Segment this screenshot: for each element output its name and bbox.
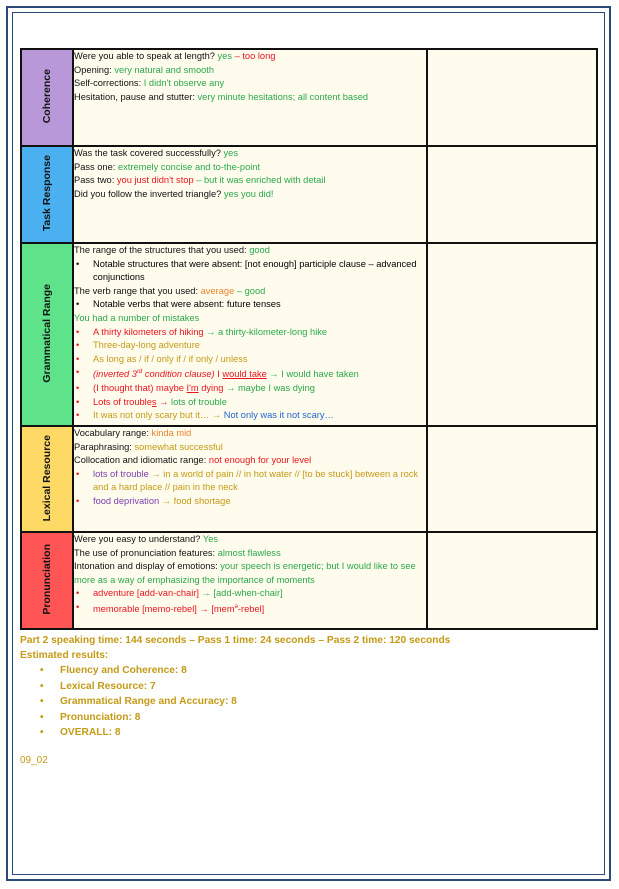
results-list — [20, 663, 598, 741]
pron-q3: Intonation and display of emotions: — [74, 561, 218, 572]
mistake-text: A thirty kilometers of hiking — [93, 326, 204, 337]
lexical-item-text: lots of trouble — [93, 468, 149, 479]
mistake-text: Lots of trouble — [93, 396, 152, 407]
mistake-item — [93, 409, 426, 423]
result-item: • Lexical Resource: 7 — [60, 679, 598, 695]
grammar-structures-absent: • Notable structures that were absent: [not enough] participle clause – advanced conjunctions — [93, 258, 426, 285]
row-grammatical-range — [21, 243, 597, 426]
grammar-q1: The range of the structures that you used: — [74, 245, 247, 255]
mistake-text: As long as / if / only if / if only / unless — [93, 353, 248, 364]
rubric-table — [20, 48, 598, 630]
lexical-description — [73, 426, 427, 532]
mistake-correction: → a thirty-kilometer-long hike — [206, 326, 328, 337]
mistake-item — [93, 366, 426, 382]
mistake-item — [93, 353, 426, 367]
lexical-item-alternatives: → food shortage — [159, 495, 231, 506]
lexical-notes-cell — [427, 426, 597, 532]
grammar-structures-list — [74, 258, 426, 285]
grammar-label-cell — [21, 243, 73, 426]
grammar-verbs-absent: • Notable verbs that were absent: future tenses — [93, 298, 426, 312]
mistake-note-sup: rd — [136, 369, 143, 376]
lexical-a3: not enough for your level — [208, 455, 312, 466]
grammar-description — [73, 243, 427, 426]
pron-item-correction-end: -rebel] — [237, 604, 265, 615]
lexical-label-cell — [21, 426, 73, 532]
mistake-note-text: (inverted 3 — [93, 369, 137, 380]
pron-item — [93, 601, 426, 617]
mistake-arrow: → — [156, 396, 172, 407]
lexical-q3: Collocation and idiomatic range: — [74, 455, 207, 466]
coherence-a3: I didn't observe any — [143, 78, 225, 89]
pron-label: Pronunciation — [41, 544, 53, 615]
pron-item-sup: ə — [234, 603, 238, 610]
mistake-item — [93, 339, 426, 353]
mistake-text: It was not only scary but it… → — [93, 410, 224, 421]
pron-item-correction: → [mem — [199, 604, 235, 615]
mistake-note-text-2: condition clause) — [142, 369, 215, 380]
task-a2: extremely concise and to-the-point — [117, 161, 261, 172]
lexical-item-text: food deprivation — [93, 495, 160, 506]
task-label: Task Response — [41, 155, 53, 232]
row-task-response — [21, 146, 597, 243]
row-coherence — [21, 49, 597, 146]
estimated-results-heading: Estimated results: — [20, 650, 109, 661]
pron-a2: almost flawless — [217, 547, 281, 558]
task-label-cell — [21, 146, 73, 243]
mistake-item — [93, 396, 426, 410]
lexical-q1: Vocabulary range: — [74, 428, 149, 438]
coherence-label-cell — [21, 49, 73, 146]
coherence-a1: yes — [217, 51, 232, 61]
pron-notes-cell — [427, 532, 597, 629]
task-notes-cell — [427, 146, 597, 243]
mistake-note — [93, 369, 215, 379]
mistake-underlined: would take — [222, 369, 267, 380]
lexical-label: Lexical Resource — [41, 434, 53, 522]
coherence-q2: Opening: — [74, 64, 112, 75]
grammar-mistakes-list — [74, 326, 426, 423]
task-a4: yes you did! — [223, 188, 274, 199]
coherence-a4: very minute hesitations; all content based — [197, 91, 369, 102]
document-code: 09_02 — [20, 754, 48, 766]
task-description — [73, 146, 427, 243]
task-q1: Was the task covered successfully? — [74, 148, 221, 158]
mistake-correction: Not only was it not scary… — [223, 410, 334, 421]
coherence-q3: Self-corrections: — [74, 78, 142, 89]
row-pronunciation — [21, 532, 597, 629]
mistake-text: I — [214, 369, 223, 380]
pron-q2: The use of pronunciation features: — [74, 547, 216, 558]
task-q3: Pass two: — [74, 175, 115, 186]
grammar-verbs-list — [74, 298, 426, 312]
coherence-a2: very natural and smooth — [114, 64, 215, 75]
mistake-correction: → maybe I was dying — [226, 383, 315, 394]
grammar-mistakes-heading: You had a number of mistakes — [74, 312, 200, 323]
lexical-q2: Paraphrasing: — [74, 441, 132, 452]
speaking-times: Part 2 speaking time: 144 seconds – Pass 1 time: 24 seconds – Pass 2 time: 120 seconds — [20, 635, 451, 646]
mistake-item — [93, 382, 426, 396]
pron-item-correction: → [add-when-chair] — [201, 588, 283, 599]
coherence-q1: Were you able to speak at length? — [74, 51, 215, 61]
pron-item-text: memorable [memo-rebel] — [93, 604, 200, 615]
grammar-q2: The verb range that you used: — [74, 285, 199, 296]
row-lexical-resource — [21, 426, 597, 532]
result-item: • Pronunciation: 8 — [60, 710, 598, 726]
mistake-item — [93, 326, 426, 340]
lexical-a1: kinda mid — [151, 428, 192, 438]
result-item: • Grammatical Range and Accuracy: 8 — [60, 694, 598, 710]
assessment-page — [20, 48, 598, 766]
lexical-a2: somewhat successful — [134, 441, 223, 452]
pron-item-text: adventure [add-van-chair] — [93, 588, 202, 599]
task-q4: Did you follow the inverted triangle? — [74, 188, 222, 199]
coherence-a1b: – too long — [234, 51, 276, 61]
pron-q1: Were you easy to understand? — [74, 534, 201, 544]
pron-list — [74, 587, 426, 616]
pron-label-cell — [21, 532, 73, 629]
task-a1: yes — [223, 148, 238, 158]
result-item: • OVERALL: 8 — [60, 725, 598, 741]
grammar-a2: average — [200, 285, 235, 296]
grammar-label: Grammatical Range — [41, 284, 53, 383]
task-q2: Pass one: — [74, 161, 116, 172]
mistake-text: Three-day-long adventure — [93, 340, 200, 351]
lexical-list — [74, 468, 426, 509]
coherence-label: Coherence — [41, 69, 53, 124]
task-a3: you just didn't stop — [116, 175, 194, 186]
grammar-a1: good — [249, 245, 270, 255]
pron-a1: Yes — [202, 534, 219, 544]
pron-description — [73, 532, 427, 629]
mistake-text-2: dying — [198, 383, 227, 394]
mistake-text: (I thought that) maybe — [93, 383, 187, 394]
mistake-underlined: I'm — [186, 383, 199, 394]
result-item: • Fluency and Coherence: 8 — [60, 663, 598, 679]
mistake-correction: lots of trouble — [171, 396, 227, 407]
grammar-notes-cell — [427, 243, 597, 426]
task-a3b: – but it was enriched with detail — [196, 175, 326, 186]
pron-item — [93, 587, 426, 601]
coherence-q4: Hesitation, pause and stutter: — [74, 91, 195, 102]
lexical-item-alternatives: → in a world of pain // in hot water // [to be stuck] between a rock and a hard place // pain in the neck — [93, 468, 419, 493]
coherence-description — [73, 49, 427, 146]
grammar-a2b: – good — [236, 285, 266, 296]
lexical-item — [93, 468, 426, 495]
mistake-correction: → I would have taken — [266, 369, 359, 380]
mistake-underlined: s — [151, 396, 157, 407]
lexical-item — [93, 495, 426, 509]
pron-a3: your speech is energetic; but I would like to see more as a way of emphasizing the importance of moments — [74, 561, 416, 585]
coherence-notes-cell — [427, 49, 597, 146]
